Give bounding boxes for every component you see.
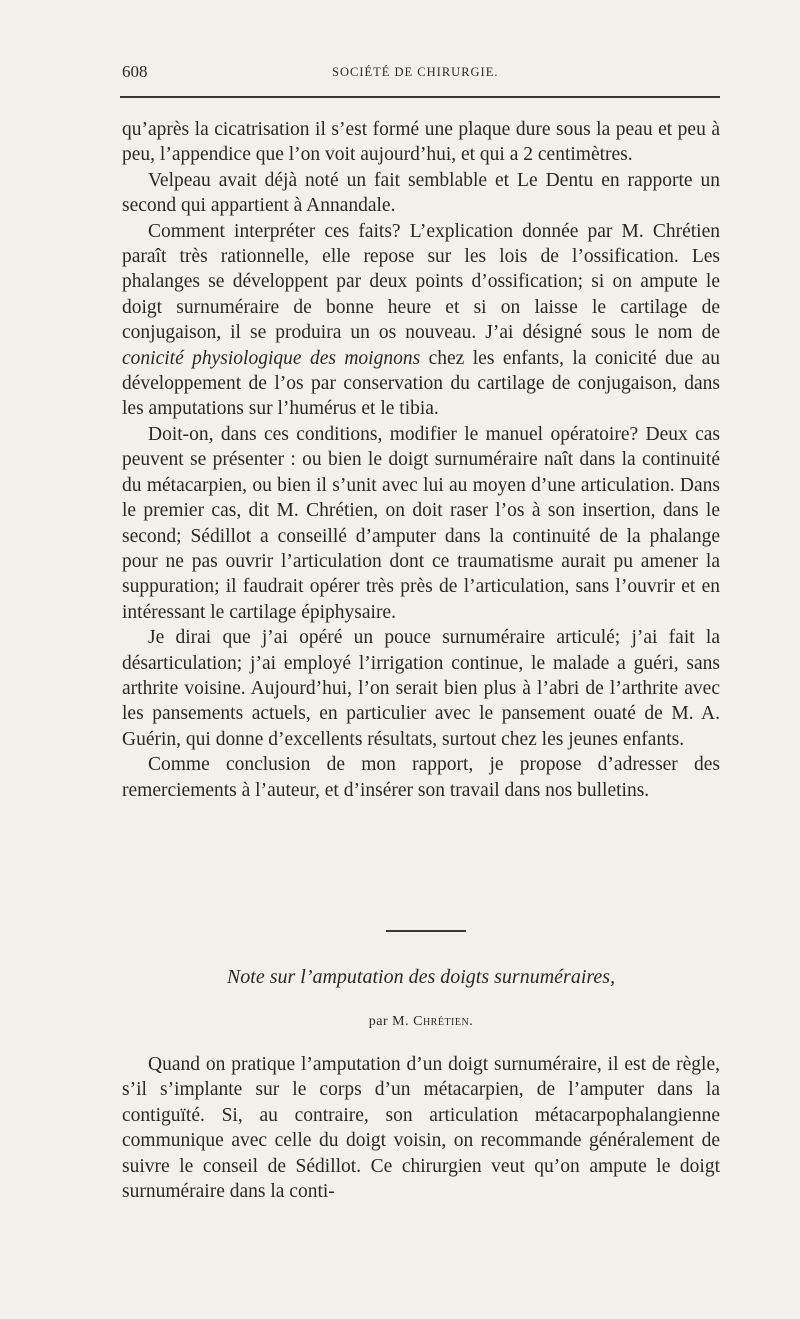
paragraph: Je dirai que j’ai opéré un pouce surnuméraire articulé; j’ai fait la désarticulation; j’ai employé l’irrigation continue, le malade a guéri, sans arthrite voisine. Aujourd’hui, l’on serait bien plus à l’abri de l’arthrite avec les pansements actuels, en particulier avec le pansement ouaté de M. A. Guérin, qui donne d’excellents résultats, surtout chez les jeunes enfants.	[122, 627, 720, 750]
byline-author: Chrétien.	[413, 1014, 474, 1029]
article-title: Note sur l’amputation des doigts surnuméraires,	[226, 966, 616, 988]
paragraph: Velpeau avait déjà noté un fait semblable et Le Dentu en rapporte un second qui appartient à Annandale.	[122, 169, 720, 217]
italic-term: conicité physiologique des moignons	[122, 347, 421, 369]
header-rule	[120, 96, 720, 98]
paragraph: Quand on pratique l’amputation d’un doigt surnuméraire, il est de règle, s’il s’implante sur le corps d’un métacarpien, de l’amputer dans la contiguïté. Si, au contraire, son articulation métacarpophalangienne communique avec celle du doigt voisin, on recommande généralement de suivre le conseil de Sédillot. Ce chirurgien veut qu’on ampute le doigt surnuméraire dans la conti-	[122, 1054, 720, 1203]
running-head: SOCIÉTÉ DE CHIRURGIE.	[332, 65, 499, 79]
paragraph-text: chez les enfants, la conicité due au développement de l’os par conservation du cartilage de conjugaison, dans les amputations sur l’humérus et le tibia.	[122, 347, 721, 420]
page-number: 608	[122, 62, 148, 81]
section-separator	[386, 930, 466, 932]
byline	[122, 1014, 720, 1030]
paragraph	[122, 219, 720, 422]
paragraph: Comme conclusion de mon rapport, je propose d’adresser des remerciements à l’auteur, et d’insérer son travail dans nos bulletins.	[122, 754, 720, 801]
page-header	[122, 62, 720, 88]
article-body	[122, 1052, 720, 1204]
paragraph: Doit-on, dans ces conditions, modifier le manuel opératoire? Deux cas peuvent se présenter : ou bien le doigt surnuméraire naît dans la continuité du métacarpien, ou bien il s’unit avec lui au moyen d’une articulation. Dans le premier cas, dit M. Chrétien, on doit raser l’os à son insertion, dans le second; Sédillot a conseillé d’amputer dans la continuité de la phalange pour ne pas ouvrir l’articulation dont ce traumatisme aurait pu amener la suppuration; il faudrait opérer très près de l’articulation, sans l’ouvrir et en intéressant le cartilage épiphysaire.	[122, 423, 720, 623]
byline-prefix: par M.	[368, 1014, 414, 1029]
report-body	[122, 117, 720, 803]
paragraph: qu’après la cicatrisation il s’est formé une plaque dure sous la peau et peu à peu, l’appendice que l’on voit aujourd’hui, et qui a 2 centimètres.	[122, 119, 720, 166]
paragraph-text: Comment interpréter ces faits? L’explication donnée par M. Chrétien paraît très rationnelle, elle repose sur les lois de l’ossification. Les phalanges se développent par deux points d’ossification; si on ampute le doigt surnuméraire de bonne heure et si on laisse le cartilage de conjugaison, il se produira un os nouveau. J’ai désigné sous le nom de	[122, 220, 720, 344]
